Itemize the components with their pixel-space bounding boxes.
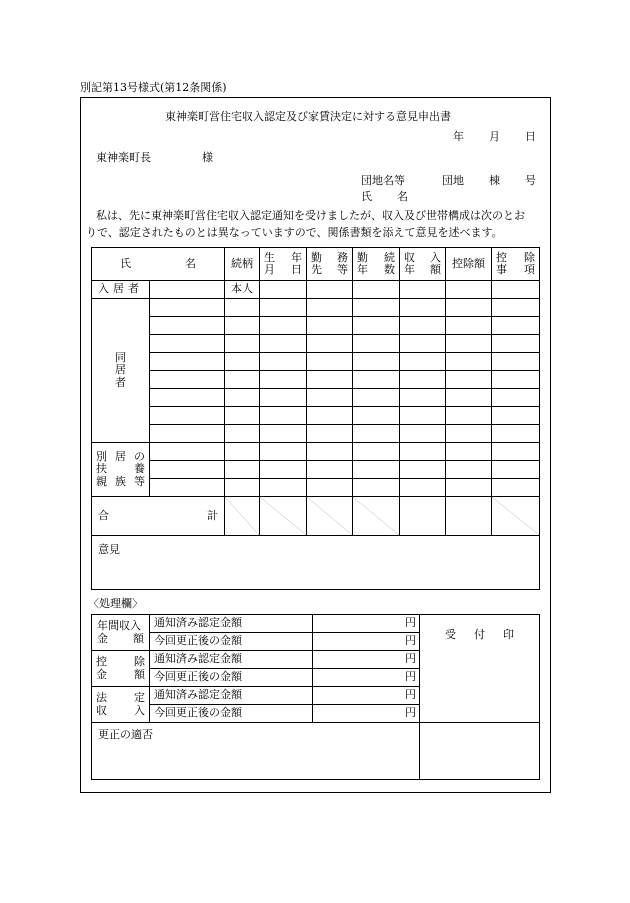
income-revised-amount[interactable]: 円 xyxy=(313,633,420,651)
table-row xyxy=(92,353,540,371)
table-row xyxy=(92,461,540,479)
notified-label: 通知済み認定金額 xyxy=(150,615,313,633)
correction-field[interactable] xyxy=(92,723,420,780)
table-row xyxy=(92,425,540,443)
nyukyosha-label: 入居者 xyxy=(92,281,150,299)
date-month-label: 月 xyxy=(489,130,500,143)
stamp-char: 受 xyxy=(445,628,456,641)
correction-row xyxy=(92,723,540,780)
opinion-row xyxy=(92,536,540,590)
household-table xyxy=(91,247,540,590)
header-deduction: 控除額 xyxy=(446,248,492,281)
header-relation: 続柄 xyxy=(225,248,260,281)
total-row xyxy=(92,497,540,536)
notified-label: 通知済み認定金額 xyxy=(150,651,313,669)
table-row xyxy=(92,317,540,335)
danchi-suffix: 団地 xyxy=(442,174,464,187)
shi-label: 氏 xyxy=(361,190,372,203)
addressee: 東神楽町長 xyxy=(96,151,151,164)
notified-label: 通知済み認定金額 xyxy=(150,687,313,705)
table-row xyxy=(92,407,540,425)
revised-label: 今回更正後の金額 xyxy=(150,669,313,687)
form-label: 別記第13号様式(第12条関係) xyxy=(80,81,227,94)
legal-income-label: 法 定 収 入 xyxy=(92,687,150,723)
mune-suffix: 棟 xyxy=(489,174,500,187)
correction-label: 更正の適否 xyxy=(98,728,153,741)
header-income: 収 入 年 額 xyxy=(400,248,446,281)
stamp-area-lower xyxy=(420,723,540,780)
date-year-label: 年 xyxy=(453,130,464,143)
legal-notified-amount[interactable]: 円 xyxy=(313,687,420,705)
table-row xyxy=(92,299,540,317)
total-work-blank xyxy=(307,497,353,536)
table-row xyxy=(92,479,540,497)
total-birth-blank xyxy=(260,497,307,536)
processing-table xyxy=(91,614,540,780)
go-suffix: 号 xyxy=(525,174,536,187)
header-birth: 生 年 月 日 xyxy=(260,248,307,281)
table-row xyxy=(92,335,540,353)
stamp-char: 付 xyxy=(474,628,485,641)
bekkyo-label: 別 居 の 扶 養 親 族 等 xyxy=(92,443,150,497)
honnin-label: 本人 xyxy=(225,281,260,299)
stamp-char: 印 xyxy=(503,628,514,641)
deduction-label: 控 除 金 額 xyxy=(92,651,150,687)
revised-label: 今回更正後の金額 xyxy=(150,633,313,651)
revised-label: 今回更正後の金額 xyxy=(150,705,313,723)
deduction-notified-amount[interactable]: 円 xyxy=(313,651,420,669)
dokyosha-label: 同 居 者 xyxy=(92,299,150,443)
danchi-label: 団地名等 xyxy=(361,174,405,187)
income-label: 年間収入 金 額 xyxy=(92,615,150,651)
body-text-line2: りで、認定されたものとは異なっていますので、関係書類を添えて意見を述べます。 xyxy=(86,226,503,239)
processing-label: 〈処理欄〉 xyxy=(88,597,143,610)
header-deduction-item: 控 除 事 項 xyxy=(492,248,540,281)
addressee-honorific: 様 xyxy=(202,151,213,164)
total-deduction-cell[interactable] xyxy=(446,497,492,536)
header-years: 勤 続 年 数 xyxy=(353,248,400,281)
reception-stamp-box xyxy=(420,615,540,723)
table-row xyxy=(92,389,540,407)
body-text-line1: 私は、先に東神楽町営住宅収入認定通知を受けましたが、収入及び世帯構成は次のとお xyxy=(96,209,525,222)
table-row xyxy=(92,281,540,299)
legal-revised-amount[interactable]: 円 xyxy=(313,705,420,723)
total-label: 合 計 xyxy=(92,497,225,536)
total-relation-blank xyxy=(225,497,260,536)
deduction-revised-amount[interactable]: 円 xyxy=(313,669,420,687)
mei-label: 名 xyxy=(397,190,408,203)
opinion-field[interactable] xyxy=(92,536,540,590)
total-income-cell[interactable] xyxy=(400,497,446,536)
table-header-row xyxy=(92,248,540,281)
header-workplace: 勤 務 先 等 xyxy=(307,248,353,281)
name-cell[interactable] xyxy=(150,281,225,299)
header-name: 氏 名 xyxy=(92,248,225,281)
table-row xyxy=(92,371,540,389)
table-row xyxy=(92,443,540,461)
page-title: 東神楽町営住宅収入認定及び家賃決定に対する意見申出書 xyxy=(165,110,451,123)
date-day-label: 日 xyxy=(525,130,536,143)
income-notified-amount[interactable]: 円 xyxy=(313,615,420,633)
total-years-blank xyxy=(353,497,400,536)
table-row xyxy=(92,615,540,633)
opinion-label: 意見 xyxy=(98,543,120,556)
total-item-blank xyxy=(492,497,540,536)
